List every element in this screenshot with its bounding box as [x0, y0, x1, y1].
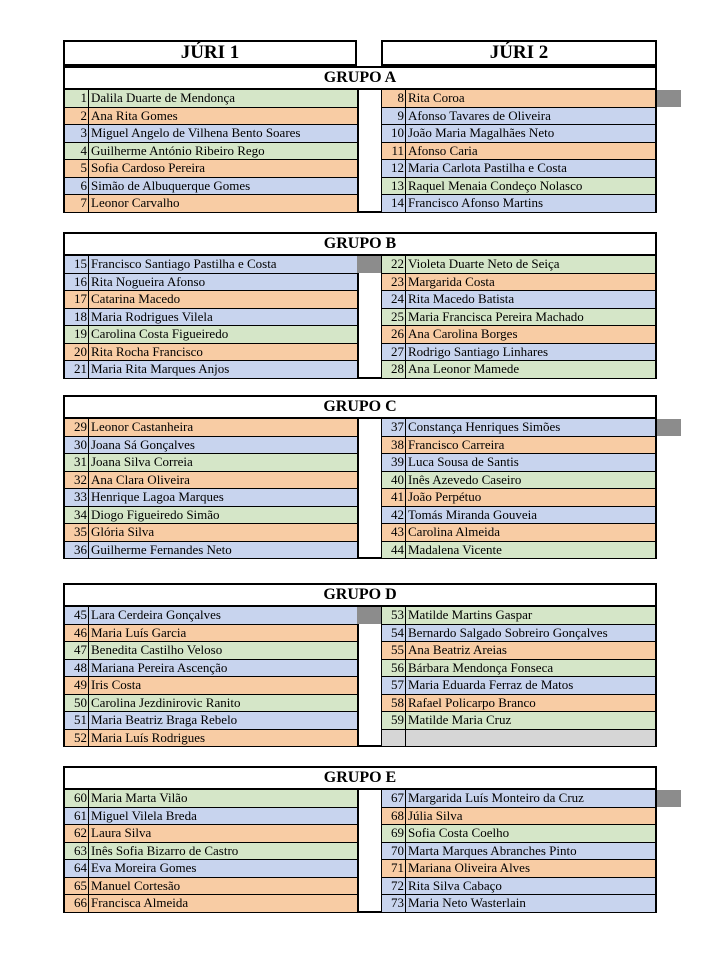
candidate-number: 73	[382, 895, 406, 912]
candidate-number: 39	[382, 454, 406, 471]
juri-1-list	[65, 607, 357, 747]
juri-1-list	[65, 419, 357, 559]
candidate-number: 69	[382, 825, 406, 842]
candidate-row	[382, 489, 655, 507]
candidate-name	[406, 730, 655, 747]
candidate-row	[382, 344, 655, 362]
group-title: GRUPO A	[65, 68, 655, 90]
candidate-name: Ana Beatriz Areias	[408, 642, 507, 657]
juri-2-list	[381, 607, 655, 747]
candidate-number: 14	[382, 195, 406, 212]
candidate-row	[382, 361, 655, 379]
candidate-row	[65, 195, 357, 213]
candidate-row	[382, 178, 655, 196]
juri-2-list	[381, 419, 655, 559]
candidate-row	[382, 454, 655, 472]
candidate-number: 27	[382, 344, 406, 361]
candidate-name: Sofia Cardoso Pereira	[91, 160, 206, 175]
candidate-number: 12	[382, 160, 406, 177]
candidate-name: Lara Cerdeira Gonçalves	[91, 607, 221, 622]
candidate-row	[65, 419, 357, 437]
candidate-row	[382, 542, 655, 560]
candidate-name: Eva Moreira Gomes	[91, 860, 197, 875]
candidate-name: Rita Rocha Francisco	[91, 343, 203, 359]
candidate-name: João Perpétuo	[408, 489, 482, 504]
candidate-name: Leonor Castanheira	[91, 419, 194, 434]
column-gap	[357, 607, 381, 745]
gray-marker-cell	[657, 419, 681, 436]
candidate-name: Ana Clara Oliveira	[91, 471, 190, 487]
candidate-number: 43	[382, 524, 406, 541]
candidate-row	[382, 326, 655, 344]
candidate-name: Matilde Martins Gaspar	[408, 607, 533, 622]
candidate-name: Violeta Duarte Neto de Seiça	[408, 256, 560, 271]
candidate-number: 71	[382, 860, 406, 877]
candidate-name: Sofia Costa Coelho	[408, 825, 510, 840]
candidate-number: 72	[382, 878, 406, 895]
candidate-row	[65, 507, 357, 525]
candidate-number: 31	[65, 454, 89, 471]
candidate-number: 54	[382, 625, 406, 642]
candidate-name: Iris Costa	[91, 677, 142, 692]
column-gap	[357, 90, 381, 211]
candidate-number: 32	[65, 472, 89, 489]
candidate-row	[382, 695, 655, 713]
candidate-row	[65, 291, 357, 309]
candidate-number: 66	[65, 895, 89, 912]
candidate-number: 10	[382, 125, 406, 142]
candidate-number: 64	[65, 860, 89, 877]
juri-2-list	[381, 256, 655, 379]
candidate-number: 41	[382, 489, 406, 506]
candidate-number: 8	[382, 90, 406, 107]
candidate-name: Maria Luís Garcia	[91, 624, 187, 640]
candidate-row	[382, 808, 655, 826]
candidate-number: 33	[65, 489, 89, 506]
gray-marker-cell	[657, 90, 681, 107]
candidate-number: 4	[65, 143, 89, 160]
candidate-number: 63	[65, 843, 89, 860]
candidate-number: 19	[65, 326, 89, 343]
candidate-name: Inês Sofia Bizarro de Castro	[91, 842, 239, 858]
candidate-row	[65, 607, 357, 625]
candidate-number: 38	[382, 437, 406, 454]
candidate-number: 37	[382, 419, 406, 436]
candidate-row	[65, 730, 357, 748]
candidate-row	[382, 843, 655, 861]
column-gap	[357, 256, 381, 377]
candidate-name: Maria Marta Vilão	[91, 790, 188, 805]
candidate-name: Francisco Santiago Pastilha e Costa	[91, 256, 277, 271]
candidate-row	[382, 309, 655, 327]
candidate-number: 34	[65, 507, 89, 524]
candidate-row	[65, 274, 357, 292]
candidate-row	[382, 607, 655, 625]
candidate-name: Francisco Afonso Martins	[408, 195, 544, 210]
candidate-number: 47	[65, 642, 89, 659]
candidate-name: Maria Rodrigues Vilela	[91, 308, 213, 324]
juri-1-list	[65, 256, 357, 379]
candidate-number: 62	[65, 825, 89, 842]
candidate-row	[382, 160, 655, 178]
candidate-number: 36	[65, 542, 89, 559]
candidate-number: 56	[382, 660, 406, 677]
candidate-number: 68	[382, 808, 406, 825]
juri-1-list	[65, 90, 357, 213]
candidate-name: Joana Silva Correia	[91, 454, 193, 469]
candidate-name: Maria Rita Marques Anjos	[91, 361, 230, 376]
candidate-row	[65, 695, 357, 713]
candidate-number: 49	[65, 677, 89, 694]
candidate-row	[65, 344, 357, 362]
candidate-name: Carolina Jezdinirovic Ranito	[91, 694, 241, 710]
candidate-row	[382, 195, 655, 213]
candidate-name: Raquel Menaia Condeço Nolasco	[408, 177, 583, 193]
candidate-number: 22	[382, 256, 406, 273]
candidate-row	[382, 291, 655, 309]
candidate-row	[65, 790, 357, 808]
candidate-number: 29	[65, 419, 89, 436]
candidate-row	[382, 143, 655, 161]
candidate-name: Rafael Policarpo Branco	[408, 694, 536, 710]
candidate-name: Miguel Angelo de Vilhena Bento Soares	[91, 125, 301, 140]
candidate-number: 58	[382, 695, 406, 712]
candidate-name: Guilherme António Ribeiro Rego	[91, 142, 265, 158]
candidate-row	[382, 825, 655, 843]
candidate-number: 48	[65, 660, 89, 677]
candidate-name: Rita Nogueira Afonso	[91, 273, 206, 289]
candidate-row	[382, 524, 655, 542]
candidate-name: Ana Leonor Mamede	[408, 361, 520, 376]
juri-2-list	[381, 790, 655, 913]
candidate-row	[65, 437, 357, 455]
candidate-name: Simão de Albuquerque Gomes	[91, 177, 251, 193]
candidate-row	[382, 895, 655, 913]
group-title: GRUPO E	[65, 768, 655, 790]
candidate-name: Madalena Vicente	[408, 541, 502, 557]
candidate-number: 6	[65, 178, 89, 195]
candidate-name: Júlia Silva	[408, 807, 463, 823]
candidate-number	[382, 730, 406, 747]
group-b	[63, 232, 657, 379]
candidate-row	[382, 660, 655, 678]
candidate-name: Margarida Luís Monteiro da Cruz	[408, 790, 584, 805]
candidate-row	[65, 542, 357, 560]
candidate-number: 1	[65, 90, 89, 107]
candidate-name: Maria Neto Wasterlain	[408, 895, 526, 910]
candidate-name: Joana Sá Gonçalves	[91, 436, 195, 452]
candidate-row	[382, 730, 655, 748]
group-title: GRUPO D	[65, 585, 655, 607]
candidate-number: 53	[382, 607, 406, 624]
candidate-name: Bárbara Mendonça Fonseca	[408, 659, 554, 675]
candidate-row	[65, 108, 357, 126]
candidate-name: Maria Eduarda Ferraz de Matos	[408, 677, 574, 692]
candidate-name: Manuel Cortesão	[91, 877, 181, 893]
candidate-number: 67	[382, 790, 406, 807]
candidate-row	[65, 256, 357, 274]
candidate-row	[382, 419, 655, 437]
candidate-row	[382, 125, 655, 143]
candidate-name: Marta Marques Abranches Pinto	[408, 842, 577, 858]
candidate-name: Francisca Almeida	[91, 895, 189, 910]
candidate-name: Margarida Costa	[408, 273, 495, 289]
candidate-row	[65, 677, 357, 695]
candidate-name: Afonso Caria	[408, 142, 478, 158]
candidate-number: 9	[382, 108, 406, 125]
candidate-number: 65	[65, 878, 89, 895]
candidate-name: Rodrigo Santiago Linhares	[408, 343, 549, 359]
candidate-row	[65, 361, 357, 379]
candidate-name: Rita Coroa	[408, 90, 465, 105]
candidate-row	[382, 507, 655, 525]
candidate-row	[65, 524, 357, 542]
candidate-row	[382, 437, 655, 455]
gray-marker-cell	[657, 790, 681, 807]
candidate-name: Henrique Lagoa Marques	[91, 489, 224, 504]
group-title: GRUPO B	[65, 234, 655, 256]
gray-marker-cell	[357, 256, 381, 273]
candidate-name: Maria Beatriz Braga Rebelo	[91, 712, 238, 727]
candidate-number: 24	[382, 291, 406, 308]
candidate-name: Rita Macedo Batista	[408, 291, 515, 306]
candidate-row	[382, 108, 655, 126]
candidate-row	[382, 472, 655, 490]
candidate-name: Francisco Carreira	[408, 436, 505, 452]
candidate-number: 55	[382, 642, 406, 659]
candidate-number: 44	[382, 542, 406, 559]
candidate-number: 59	[382, 712, 406, 729]
candidate-row	[65, 660, 357, 678]
candidate-row	[65, 326, 357, 344]
candidate-name: Tomás Miranda Gouveia	[408, 506, 538, 522]
juri-1-header: JÚRI 1	[63, 40, 357, 66]
candidate-number: 20	[65, 344, 89, 361]
group-c	[63, 395, 657, 559]
juri-1-list	[65, 790, 357, 913]
candidate-row	[65, 825, 357, 843]
candidate-number: 52	[65, 730, 89, 747]
candidate-row	[382, 642, 655, 660]
group-e	[63, 766, 657, 913]
candidate-row	[65, 843, 357, 861]
candidate-name: Ana Rita Gomes	[91, 107, 178, 123]
candidate-row	[65, 160, 357, 178]
candidate-row	[382, 256, 655, 274]
candidate-number: 15	[65, 256, 89, 273]
candidate-row	[65, 454, 357, 472]
candidate-number: 30	[65, 437, 89, 454]
candidate-row	[65, 878, 357, 896]
candidate-row	[65, 143, 357, 161]
candidate-number: 25	[382, 309, 406, 326]
candidate-number: 2	[65, 108, 89, 125]
candidate-number: 40	[382, 472, 406, 489]
candidate-row	[65, 309, 357, 327]
candidate-name: Diogo Figueiredo Simão	[91, 506, 220, 522]
candidate-name: Afonso Tavares de Oliveira	[408, 107, 551, 123]
candidate-name: Mariana Oliveira Alves	[408, 860, 531, 875]
candidate-row	[65, 895, 357, 913]
candidate-number: 70	[382, 843, 406, 860]
candidate-row	[382, 90, 655, 108]
candidate-number: 57	[382, 677, 406, 694]
candidate-row	[382, 274, 655, 292]
candidate-row	[65, 860, 357, 878]
candidate-name: Guilherme Fernandes Neto	[91, 541, 232, 557]
candidate-number: 23	[382, 274, 406, 291]
candidate-number: 51	[65, 712, 89, 729]
candidate-name: Luca Sousa de Santis	[408, 454, 519, 469]
candidate-row	[65, 625, 357, 643]
juri-2-header: JÚRI 2	[381, 40, 657, 66]
group-a	[63, 66, 657, 213]
candidate-number: 35	[65, 524, 89, 541]
candidate-number: 50	[65, 695, 89, 712]
candidate-name: Maria Carlota Pastilha e Costa	[408, 160, 567, 175]
candidate-number: 21	[65, 361, 89, 378]
candidate-number: 61	[65, 808, 89, 825]
candidate-name: Dalila Duarte de Mendonça	[91, 90, 236, 105]
candidate-name: Bernardo Salgado Sobreiro Gonçalves	[408, 624, 608, 640]
candidate-row	[65, 178, 357, 196]
candidate-number: 26	[382, 326, 406, 343]
candidate-name: Ana Carolina Borges	[408, 326, 518, 341]
candidate-number: 60	[65, 790, 89, 807]
candidate-number: 18	[65, 309, 89, 326]
candidate-name: João Maria Magalhães Neto	[408, 125, 555, 140]
candidate-name: Rita Silva Cabaço	[408, 877, 502, 893]
candidate-name: Carolina Almeida	[408, 524, 501, 539]
candidate-row	[65, 808, 357, 826]
candidate-number: 11	[382, 143, 406, 160]
candidate-name: Maria Luís Rodrigues	[91, 729, 206, 745]
candidate-number: 17	[65, 291, 89, 308]
candidate-name: Inês Azevedo Caseiro	[408, 471, 522, 487]
candidate-name: Miguel Vilela Breda	[91, 807, 197, 823]
column-gap	[357, 419, 381, 557]
gray-marker-cell	[357, 607, 381, 624]
candidate-number: 28	[382, 361, 406, 378]
candidate-row	[382, 625, 655, 643]
candidate-row	[65, 642, 357, 660]
candidate-row	[65, 712, 357, 730]
candidate-row	[382, 712, 655, 730]
candidate-number: 42	[382, 507, 406, 524]
candidate-name: Carolina Costa Figueiredo	[91, 326, 229, 341]
candidate-name: Benedita Castilho Veloso	[91, 642, 223, 657]
juri-2-list	[381, 90, 655, 213]
candidate-row	[382, 878, 655, 896]
column-gap	[357, 790, 381, 911]
candidate-row	[65, 125, 357, 143]
candidate-name: Constança Henriques Simões	[408, 419, 561, 434]
candidate-name: Catarina Macedo	[91, 291, 181, 306]
candidate-row	[382, 860, 655, 878]
candidate-row	[65, 489, 357, 507]
candidate-name: Mariana Pereira Ascenção	[91, 659, 228, 675]
candidate-name: Laura Silva	[91, 825, 152, 840]
candidate-row	[382, 677, 655, 695]
candidate-number: 16	[65, 274, 89, 291]
candidate-row	[382, 790, 655, 808]
candidate-number: 7	[65, 195, 89, 212]
candidate-name: Matilde Maria Cruz	[408, 712, 512, 727]
candidate-name: Glória Silva	[91, 524, 155, 539]
candidate-row	[65, 90, 357, 108]
candidate-number: 46	[65, 625, 89, 642]
candidate-name: Maria Francisca Pereira Machado	[408, 308, 584, 324]
candidate-number: 13	[382, 178, 406, 195]
candidate-row	[65, 472, 357, 490]
candidate-number: 5	[65, 160, 89, 177]
group-title: GRUPO C	[65, 397, 655, 419]
candidate-number: 45	[65, 607, 89, 624]
candidate-name: Leonor Carvalho	[91, 195, 180, 210]
candidate-number: 3	[65, 125, 89, 142]
